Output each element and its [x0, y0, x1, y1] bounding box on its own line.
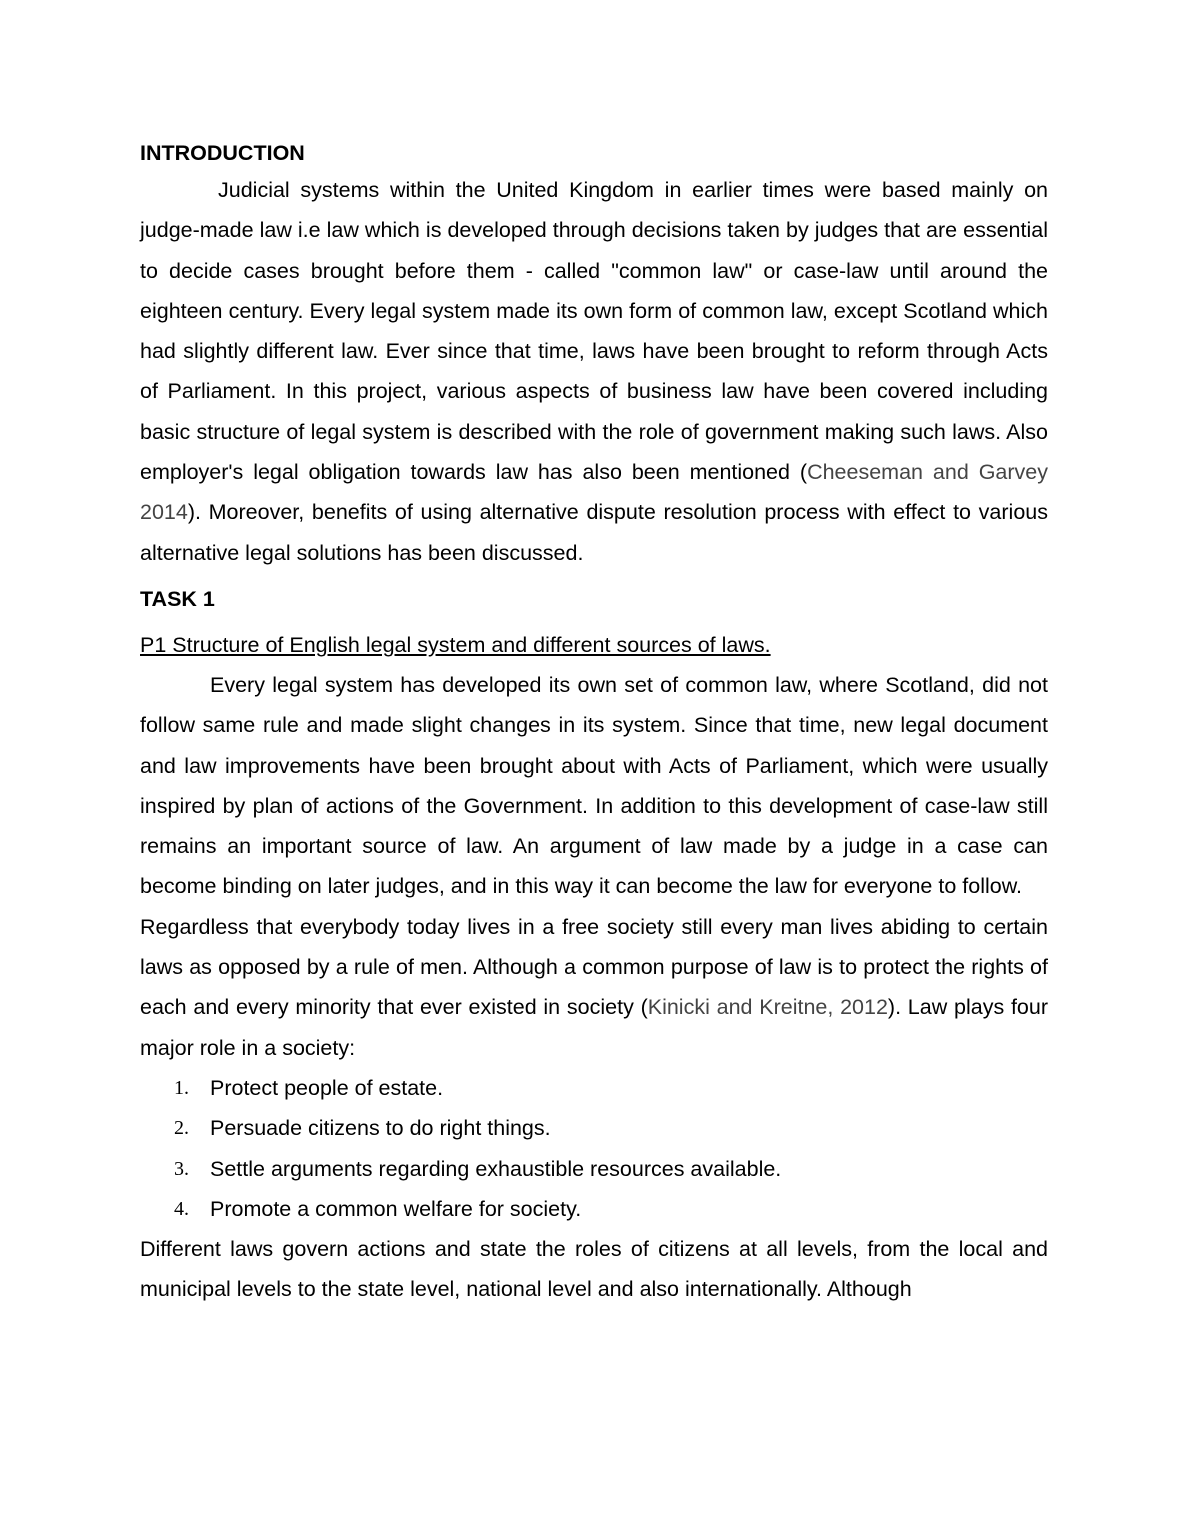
list-item-text: Persuade citizens to do right things.	[210, 1116, 551, 1141]
list-item-number: 2.	[174, 1117, 189, 1140]
list-item-text: Promote a common welfare for society.	[210, 1196, 582, 1221]
list-item	[140, 1108, 1048, 1148]
document-page	[140, 138, 1048, 1310]
task1-paragraph-3: Different laws govern actions and state the roles of citizens at all levels, from the local and municipal levels to the state level, national level and also internationally. Although	[140, 1237, 1048, 1302]
list-item-number: 4.	[174, 1197, 189, 1220]
task1-heading: TASK 1	[140, 586, 215, 611]
introduction-paragraph	[140, 170, 1048, 573]
task1-citation: Kinicki and Kreitne, 2012	[647, 995, 888, 1020]
list-item-number: 1.	[174, 1076, 189, 1099]
list-item	[140, 1149, 1048, 1189]
introduction-heading: INTRODUCTION	[140, 141, 305, 165]
list-item-text: Settle arguments regarding exhaustible resources available.	[210, 1156, 782, 1181]
task1-paragraph-2	[140, 907, 1048, 1068]
introduction-text-end: ). Moreover, benefits of using alternative dispute resolution process with effect to various alternative legal solutions has been discussed.	[140, 500, 1048, 565]
law-roles-list	[140, 1068, 1048, 1229]
list-item-text: Protect people of estate.	[210, 1075, 444, 1100]
task1-paragraph-2-start: Regardless that everybody today lives in a free society still every man lives abiding to certain laws as opposed by a rule of men. Although a common purpose of law is to protect the rights of each and every minority that ever existed in society (	[140, 914, 1048, 1020]
task1-paragraph-1: Every legal system has developed its own set of common law, where Scotland, did not follow same rule and made slight changes in its system. Since that time, new legal document and law improvements have been brought about with Acts of Parliament, which were usually inspired by plan of actions of the Government. In addition to this development of case-law still remains an important source of law. An argument of law made by a judge in a case can become binding on later judges, and in this way it can become the law for everyone to follow.	[140, 672, 1048, 899]
introduction-text-start: Judicial systems within the United Kingdom in earlier times were based mainly on judge-made law i.e law which is developed through decisions taken by judges that are essential to decide cases brought before them - called "common law" or case-law until around the eighteen century. Every legal system made its own form of common law, except Scotland which had slightly different law. Ever since that time, laws have been brought to reform through Acts of Parliament. In this project, various aspects of business law have been covered including basic structure of legal system is described with the role of government making such laws. Also employer's legal obligation towards law has also been mentioned (	[140, 178, 1048, 485]
task1-paragraph-2-end: ). Law plays four major role in a society:	[140, 995, 1048, 1060]
list-item-number: 3.	[174, 1157, 189, 1180]
introduction-citation: Cheeseman and Garvey 2014	[140, 460, 1048, 525]
list-item	[140, 1189, 1048, 1229]
list-item	[140, 1068, 1048, 1108]
p1-subheading: P1 Structure of English legal system and different sources of laws.	[140, 632, 771, 657]
